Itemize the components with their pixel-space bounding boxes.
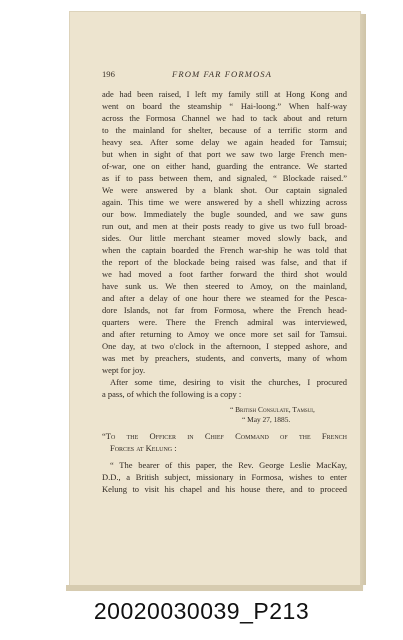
text-line: We were answered by a blank shot. Our captain signaled [102, 185, 347, 195]
book-page [70, 12, 360, 587]
page-edge [360, 14, 366, 585]
text-line: and after returning to Amoy we once more set sail for Tamsui. [102, 329, 347, 339]
image-caption: 20020030039_P213 [93, 598, 310, 624]
salutation [102, 430, 347, 454]
text-line: heavy sea. After some delay we again headed for Tamsui; [102, 137, 347, 147]
text-line: when the captain boarded the French war-ship he was told that [102, 245, 347, 255]
running-title: FROM FAR FORMOSA [172, 69, 273, 79]
letter-heading-line: “ British Consulate, Tamsui, [230, 405, 315, 414]
paragraph-3 [102, 459, 347, 495]
text-line: dore Islands, not far from Formosa, where the French head- [102, 305, 347, 315]
text-line: as if to pass between them, and signaled, “ Blockade raised.” [102, 173, 347, 183]
text-line: sides. Our little merchant steamer moved slowly back, and [102, 233, 347, 243]
page-body [102, 88, 347, 495]
text-line: our bow. Immediately the bugle sounded, and we saw guns [102, 209, 347, 219]
text-line: and after a delay of one hour there we steamed for the Pesca- [102, 293, 347, 303]
paragraph-2 [102, 376, 347, 400]
text-line: was met by preachers, students, and converts, many of whom [102, 353, 347, 363]
text-line: ade had been raised, I left my family still at Hong Kong and [102, 89, 347, 99]
text-line: have sunk us. We then steered to Amoy, on the mainland, [102, 281, 347, 291]
text-line: After some time, desiring to visit the churches, I procured [110, 377, 347, 387]
text-line: but when in sight of that port we saw two large French men- [102, 149, 347, 159]
page-header [102, 69, 338, 83]
text-line: of-war, one on either hand, guarding the entrance. We started [102, 161, 347, 171]
text-line: went on board the steamship “ Hai-loong.” When half-way [102, 101, 347, 111]
text-line: a pass, of which the following is a copy : [102, 389, 242, 399]
text-line: “To the Officer in Chief Command of the French [102, 431, 347, 441]
text-line: Forces at Kelung : [110, 443, 177, 453]
text-line: we had moved a foot farther forward the third shot would [102, 269, 347, 279]
letter-heading [102, 405, 347, 425]
text-line: to the mainland for shelter, because of a terrific storm and [102, 125, 347, 135]
text-line: run out, and men at their posts ready to give us two full broad- [102, 221, 347, 231]
text-line: D.D., a British subject, missionary in Formosa, wishes to enter [102, 472, 347, 482]
text-line: across the Formosa Channel we had to tack about and return [102, 113, 347, 123]
page-number: 196 [102, 69, 115, 79]
text-line: quarters were. There the French admiral was interviewed, [102, 317, 347, 327]
text-line: “ The bearer of this paper, the Rev. George Leslie MacKay, [110, 460, 347, 470]
text-line: One day, at two o'clock in the afternoon, I stepped ashore, and [102, 341, 347, 351]
text-line: wept for joy. [102, 365, 146, 375]
text-line: again. This time we were answered by a shell whizzing across [102, 197, 347, 207]
letter-date-line: “ May 27, 1885. [242, 415, 291, 424]
text-line: the report of the blockade being raised was false, and that if [102, 257, 347, 267]
page-bottom-edge [66, 585, 363, 591]
text-line: Kelung to visit his chapel and his house there, and to proceed [102, 484, 347, 494]
paragraph-1 [102, 88, 347, 376]
